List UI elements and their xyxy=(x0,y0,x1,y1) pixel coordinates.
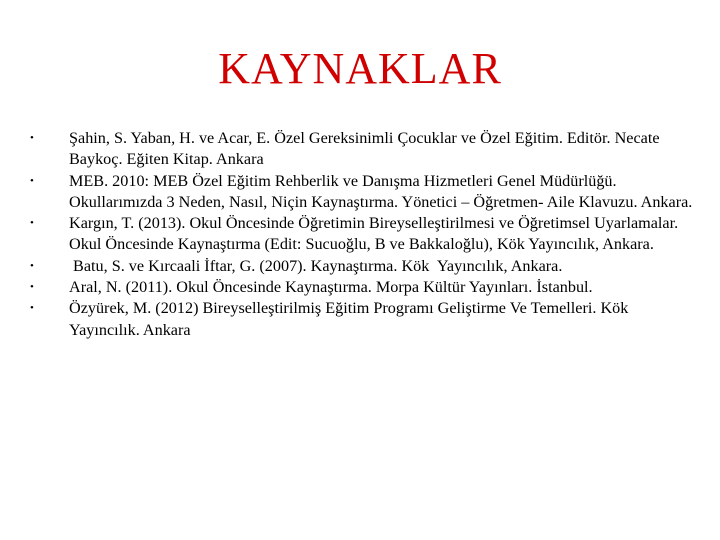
reference-item xyxy=(30,298,700,341)
reference-text: Batu, S. ve Kırcaali İftar, G. (2007). Kaynaştırma. Kök Yayıncılık, Ankara. xyxy=(69,256,563,275)
bullet-icon: • xyxy=(30,281,34,294)
reference-text: Kargın, T. (2013). Okul Öncesinde Öğretimin Bireyselleştirilmesi ve Öğretimsel Uyarlamalar. Okul Öncesinde Kaynaştırma (Edit: Sucuoğlu, B ve Bakkaloğlu), Kök Yayıncılık, Ankara. xyxy=(69,214,683,254)
reference-text: Özyürek, M. (2012) Bireyselleştirilmiş Eğitim Programı Geliştirme Ve Temelleri. Kök Yayıncılık. Ankara xyxy=(69,299,632,339)
reference-list xyxy=(30,128,700,341)
reference-item xyxy=(30,128,700,171)
reference-text: Aral, N. (2011). Okul Öncesinde Kaynaştırma. Morpa Kültür Yayınları. İstanbul. xyxy=(69,278,593,297)
reference-item xyxy=(30,256,700,277)
bullet-icon: • xyxy=(30,259,34,272)
slide-title: KAYNAKLAR xyxy=(218,44,502,93)
reference-item xyxy=(30,277,700,298)
reference-text: Şahin, S. Yaban, H. ve Acar, E. Özel Gereksinimli Çocuklar ve Özel Eğitim. Editör. Necate Baykoç. Eğiten Kitap. Ankara xyxy=(69,129,664,169)
bullet-icon: • xyxy=(30,132,34,144)
bullet-icon: • xyxy=(30,302,34,315)
bullet-icon: • xyxy=(30,174,34,187)
bullet-icon: • xyxy=(30,217,34,230)
reference-item xyxy=(30,213,700,256)
reference-item xyxy=(30,171,700,214)
reference-text: MEB. 2010: MEB Özel Eğitim Rehberlik ve Danışma Hizmetleri Genel Müdürlüğü. Okullarımızda 3 Neden, Nasıl, Niçin Kaynaştırma. Yönetici – Öğretmen- Aile Klavuzu. Ankara. xyxy=(69,171,693,211)
